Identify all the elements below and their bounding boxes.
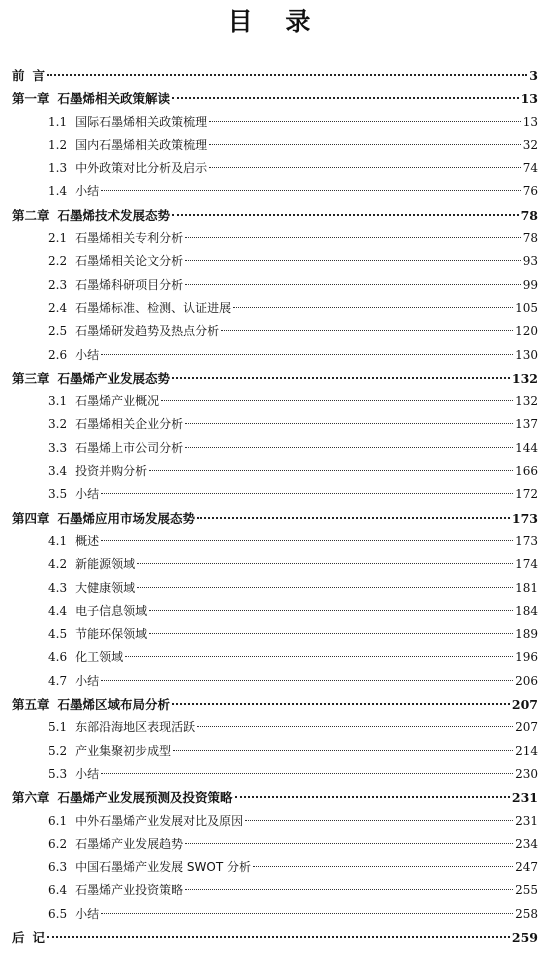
- toc-page-number: 207: [515, 720, 538, 735]
- toc-entry-number: 4.2: [48, 557, 68, 572]
- toc-entry-number: 后: [12, 929, 25, 945]
- toc-entry-number: 6.4: [48, 883, 68, 898]
- toc-entry-title: [48, 553, 135, 576]
- toc-entry-title: [48, 670, 99, 693]
- dot-leader: [149, 470, 513, 471]
- dot-leader: [185, 237, 521, 238]
- toc-entry-label: 电子信息领域: [75, 603, 148, 618]
- toc-entry-title: [48, 344, 99, 367]
- toc-section-entry[interactable]: [12, 740, 538, 763]
- toc-entry-label: 中国石墨烯产业发展 SWOT 分析: [75, 860, 251, 875]
- toc-page-number: 255: [515, 883, 538, 898]
- dot-leader: [137, 587, 513, 588]
- toc-page-number: 196: [515, 650, 538, 665]
- toc-entry-number: 3.2: [48, 417, 68, 432]
- toc-entry-title: [48, 600, 147, 623]
- toc-chapter-entry[interactable]: [12, 786, 538, 809]
- toc-entry-label: 石墨烯技术发展态势: [57, 207, 171, 223]
- toc-entry-number: 6.1: [48, 813, 68, 828]
- toc-page-number: 258: [515, 906, 538, 921]
- toc-entry-number: 第五章: [12, 697, 50, 713]
- dot-leader: [185, 284, 521, 285]
- toc-entry-label: 概述: [75, 533, 100, 548]
- toc-entry-label: 石墨烯上市公司分析: [75, 440, 184, 455]
- toc-entry-number: 第二章: [12, 207, 50, 223]
- toc-entry-title: [12, 507, 195, 530]
- toc-entry-number: 6.5: [48, 906, 68, 921]
- toc-entry-title: [48, 763, 99, 786]
- toc-page-number: 32: [522, 137, 538, 152]
- toc-entry-label: 石墨烯相关企业分析: [75, 417, 184, 432]
- toc-section-entry[interactable]: [12, 856, 538, 879]
- toc-entry-label: 小结: [75, 347, 100, 362]
- dot-leader: [173, 750, 513, 751]
- toc-section-entry[interactable]: [12, 716, 538, 739]
- dot-leader: [172, 703, 510, 705]
- toc-entry-label: 石墨烯区域布局分析: [57, 697, 171, 713]
- toc-entry-label: 国内石墨烯相关政策梳理: [75, 137, 208, 152]
- toc-entry-title: [48, 437, 183, 460]
- toc-entry-label: 石墨烯相关政策解读: [57, 91, 171, 107]
- toc-page-number: 207: [511, 697, 538, 713]
- toc-entry-label: 产业集聚初步成型: [75, 743, 172, 758]
- dot-leader: [185, 843, 513, 844]
- toc-entry-title: [48, 856, 251, 879]
- toc-entry-label: 石墨烯产业概况: [75, 394, 160, 409]
- toc-entry-title: [48, 740, 171, 763]
- dot-leader: [185, 423, 513, 424]
- toc-entry-number: 4.3: [48, 580, 68, 595]
- toc-entry-label: 石墨烯产业发展趋势: [75, 836, 184, 851]
- dot-leader: [185, 889, 513, 890]
- toc-entry-title: [48, 274, 183, 297]
- toc-section-entry[interactable]: [12, 577, 538, 600]
- toc-entry-label: 大健康领域: [75, 580, 136, 595]
- toc-section-entry[interactable]: [12, 646, 538, 669]
- toc-page-number: 3: [529, 68, 538, 83]
- dot-leader: [253, 866, 513, 867]
- toc-section-entry[interactable]: [12, 530, 538, 553]
- toc-chapter-entry[interactable]: [12, 87, 538, 110]
- dot-leader: [101, 773, 513, 774]
- toc-entry-title: [48, 413, 183, 436]
- toc-entry-title: [48, 810, 243, 833]
- toc-page-number: 137: [515, 417, 538, 432]
- toc-page-number: 230: [515, 766, 538, 781]
- toc-section-entry[interactable]: [12, 390, 538, 413]
- toc-section-entry[interactable]: [12, 810, 538, 833]
- toc-entry-number: 3.1: [48, 394, 68, 409]
- toc-entry-title: [48, 903, 99, 926]
- toc-page-number: 78: [522, 231, 538, 246]
- toc-page-number: 166: [515, 464, 538, 479]
- toc-entry-number: 4.1: [48, 533, 68, 548]
- dot-leader: [197, 517, 510, 519]
- dot-leader: [161, 400, 513, 401]
- dot-leader: [149, 633, 513, 634]
- toc-entry-label: 投资并购分析: [75, 464, 148, 479]
- toc-entry-label: 国际石墨烯相关政策梳理: [75, 114, 208, 129]
- toc-entry-label: 石墨烯应用市场发展态势: [57, 510, 196, 526]
- dot-leader: [185, 447, 513, 448]
- toc-page-number: 78: [520, 207, 538, 223]
- toc-page-number: 172: [515, 487, 538, 502]
- toc-section-entry[interactable]: [12, 879, 538, 902]
- toc-section-entry[interactable]: [12, 437, 538, 460]
- toc-section-entry[interactable]: [12, 553, 538, 576]
- toc-entry-number: 6.3: [48, 860, 68, 875]
- toc-entry-number: 5.3: [48, 766, 68, 781]
- toc-page-number: 105: [515, 300, 538, 315]
- dot-leader: [101, 913, 513, 914]
- dot-leader: [235, 796, 510, 798]
- toc-page-number: 13: [522, 114, 538, 129]
- toc-entry-number: 2.6: [48, 347, 68, 362]
- dot-leader: [185, 260, 521, 261]
- dot-leader: [172, 377, 510, 379]
- table-of-contents: [12, 64, 538, 949]
- dot-leader: [101, 493, 513, 494]
- toc-entry-number: 第一章: [12, 91, 50, 107]
- toc-entry-number: 1.1: [48, 114, 68, 129]
- toc-entry-label: 新能源领域: [75, 557, 136, 572]
- toc-page-number: 173: [511, 510, 538, 526]
- toc-section-entry[interactable]: [12, 274, 538, 297]
- toc-entry-number: 前: [12, 68, 25, 83]
- toc-entry-number: 3.3: [48, 440, 68, 455]
- toc-entry-title: [12, 786, 233, 809]
- toc-entry-title: [48, 390, 159, 413]
- toc-entry-title: [12, 64, 45, 87]
- toc-page-number: 120: [515, 324, 538, 339]
- toc-section-entry[interactable]: [12, 483, 538, 506]
- toc-entry-number: 3.4: [48, 464, 68, 479]
- dot-leader: [209, 167, 521, 168]
- toc-entry-title: [48, 483, 99, 506]
- toc-entry-number: 5.1: [48, 720, 68, 735]
- toc-section-entry[interactable]: [12, 763, 538, 786]
- toc-chapter-entry[interactable]: [12, 64, 538, 87]
- dot-leader: [209, 121, 521, 122]
- toc-entry-number: 2.1: [48, 231, 68, 246]
- toc-section-entry[interactable]: [12, 413, 538, 436]
- toc-page-number: 93: [522, 254, 538, 269]
- toc-page-number: 76: [522, 184, 538, 199]
- toc-section-entry[interactable]: [12, 344, 538, 367]
- toc-entry-label: 石墨烯相关论文分析: [75, 254, 184, 269]
- toc-entry-title: [48, 716, 195, 739]
- toc-entry-label: 小结: [75, 906, 100, 921]
- toc-entry-title: [12, 367, 170, 390]
- toc-entry-number: 第三章: [12, 370, 50, 386]
- dot-leader: [101, 354, 513, 355]
- toc-entry-title: [48, 250, 183, 273]
- toc-section-entry[interactable]: [12, 600, 538, 623]
- toc-entry-number: 4.6: [48, 650, 68, 665]
- toc-entry-label: 记: [32, 929, 46, 945]
- toc-entry-number: 4.5: [48, 627, 68, 642]
- toc-entry-title: [12, 926, 45, 949]
- toc-entry-title: [48, 646, 123, 669]
- dot-leader: [245, 820, 513, 821]
- toc-entry-label: 小结: [75, 673, 100, 688]
- toc-entry-title: [48, 157, 207, 180]
- toc-entry-label: 言: [32, 68, 46, 83]
- dot-leader: [172, 214, 519, 216]
- toc-entry-label: 石墨烯研发趋势及热点分析: [75, 324, 220, 339]
- toc-entry-label: 小结: [75, 766, 100, 781]
- toc-section-entry[interactable]: [12, 111, 538, 134]
- toc-entry-number: 4.7: [48, 673, 68, 688]
- toc-page-number: 206: [515, 673, 538, 688]
- toc-entry-title: [12, 204, 170, 227]
- toc-section-entry[interactable]: [12, 903, 538, 926]
- toc-entry-title: [48, 623, 147, 646]
- toc-entry-label: 节能环保领域: [75, 627, 148, 642]
- toc-page-number: 189: [515, 627, 538, 642]
- toc-page-number: 184: [515, 603, 538, 618]
- toc-section-entry[interactable]: [12, 227, 538, 250]
- toc-entry-number: 5.2: [48, 743, 68, 758]
- toc-entry-title: [12, 87, 170, 110]
- dot-leader: [101, 680, 513, 681]
- toc-page-number: 174: [515, 557, 538, 572]
- toc-page-number: 99: [522, 277, 538, 292]
- toc-page-number: 214: [515, 743, 538, 758]
- toc-page-number: 231: [515, 813, 538, 828]
- toc-section-entry[interactable]: [12, 670, 538, 693]
- toc-entry-number: 1.2: [48, 137, 68, 152]
- toc-entry-title: [48, 320, 219, 343]
- toc-page-number: 234: [515, 836, 538, 851]
- toc-entry-number: 第四章: [12, 510, 50, 526]
- toc-entry-label: 石墨烯产业发展预测及投资策略: [57, 790, 233, 806]
- toc-chapter-entry[interactable]: [12, 693, 538, 716]
- dot-leader: [47, 936, 510, 938]
- dot-leader: [101, 540, 513, 541]
- toc-entry-label: 中外石墨烯产业发展对比及原因: [75, 813, 244, 828]
- toc-entry-number: 第六章: [12, 790, 50, 806]
- toc-entry-title: [48, 879, 183, 902]
- toc-entry-label: 化工领域: [75, 650, 124, 665]
- toc-entry-number: 2.3: [48, 277, 68, 292]
- toc-entry-label: 石墨烯科研项目分析: [75, 277, 184, 292]
- toc-entry-title: [48, 577, 135, 600]
- toc-page-number: 144: [515, 440, 538, 455]
- toc-entry-label: 小结: [75, 184, 100, 199]
- toc-entry-number: 4.4: [48, 603, 68, 618]
- toc-section-entry[interactable]: [12, 623, 538, 646]
- toc-section-entry[interactable]: [12, 833, 538, 856]
- dot-leader: [137, 563, 513, 564]
- toc-entry-label: 小结: [75, 487, 100, 502]
- toc-section-entry[interactable]: [12, 250, 538, 273]
- toc-entry-title: [48, 227, 183, 250]
- toc-page-number: 259: [511, 929, 538, 945]
- toc-section-entry[interactable]: [12, 180, 538, 203]
- dot-leader: [172, 97, 519, 99]
- dot-leader: [197, 726, 513, 727]
- toc-page-number: 132: [515, 394, 538, 409]
- toc-entry-number: 2.5: [48, 324, 68, 339]
- toc-page-number: 231: [511, 790, 538, 806]
- toc-entry-number: 2.4: [48, 300, 68, 315]
- toc-entry-title: [48, 297, 231, 320]
- toc-entry-label: 东部沿海地区表现活跃: [75, 720, 196, 735]
- toc-section-entry[interactable]: [12, 134, 538, 157]
- toc-chapter-entry[interactable]: [12, 926, 538, 949]
- toc-entry-label: 石墨烯产业投资策略: [75, 883, 184, 898]
- toc-entry-title: [48, 111, 207, 134]
- toc-section-entry[interactable]: [12, 320, 538, 343]
- toc-entry-label: 石墨烯相关专利分析: [75, 231, 184, 246]
- dot-leader: [209, 144, 521, 145]
- toc-page-number: 13: [520, 91, 538, 107]
- toc-chapter-entry[interactable]: [12, 367, 538, 390]
- dot-leader: [233, 307, 513, 308]
- toc-page-number: 132: [511, 370, 538, 386]
- toc-entry-title: [48, 530, 99, 553]
- toc-entry-number: 2.2: [48, 254, 68, 269]
- toc-chapter-entry[interactable]: [12, 507, 538, 530]
- toc-entry-title: [48, 180, 99, 203]
- dot-leader: [221, 330, 513, 331]
- toc-entry-label: 石墨烯产业发展态势: [57, 370, 171, 386]
- toc-page-number: 247: [515, 860, 538, 875]
- toc-entry-title: [48, 833, 183, 856]
- toc-section-entry[interactable]: [12, 157, 538, 180]
- page-title: 目 录: [227, 7, 323, 36]
- toc-entry-number: 1.4: [48, 184, 68, 199]
- toc-entry-label: 中外政策对比分析及启示: [75, 161, 208, 176]
- toc-page-number: 173: [515, 533, 538, 548]
- toc-page-number: 74: [522, 161, 538, 176]
- toc-section-entry[interactable]: [12, 297, 538, 320]
- dot-leader: [125, 656, 513, 657]
- toc-entry-title: [12, 693, 170, 716]
- dot-leader: [101, 190, 521, 191]
- toc-entry-number: 6.2: [48, 836, 68, 851]
- toc-section-entry[interactable]: [12, 460, 538, 483]
- toc-page-number: 181: [515, 580, 538, 595]
- toc-entry-title: [48, 460, 147, 483]
- toc-entry-number: 3.5: [48, 487, 68, 502]
- toc-page-number: 130: [515, 347, 538, 362]
- dot-leader: [47, 74, 527, 76]
- toc-chapter-entry[interactable]: [12, 204, 538, 227]
- toc-entry-number: 1.3: [48, 161, 68, 176]
- toc-entry-label: 石墨烯标准、检测、认证进展: [75, 300, 232, 315]
- toc-entry-title: [48, 134, 207, 157]
- dot-leader: [149, 610, 513, 611]
